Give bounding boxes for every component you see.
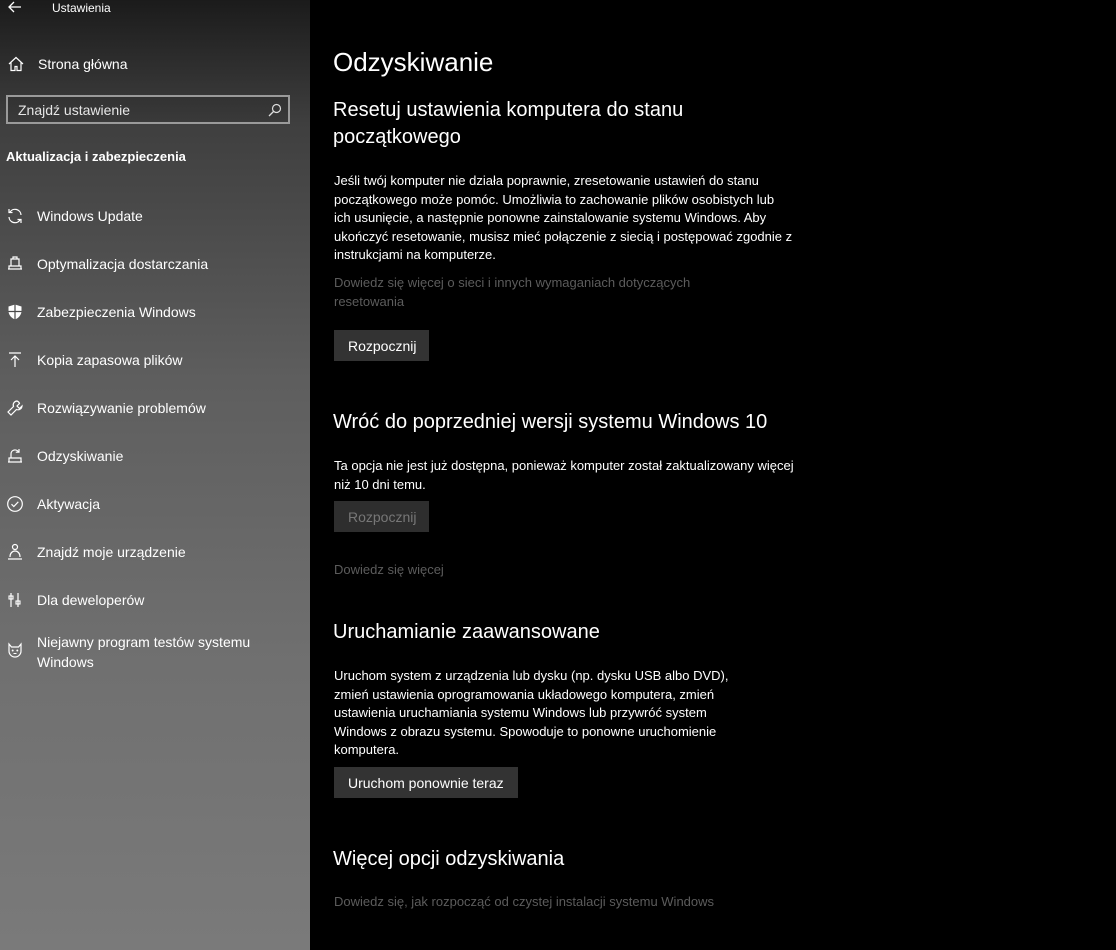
search-input[interactable] [18, 101, 258, 119]
reset-heading: Resetuj ustawienia komputera do stanu początkowego [333, 99, 684, 148]
backup-arrow-icon [6, 351, 24, 369]
advanced-startup-description: Uruchom system z urządzenia lub dysku (np. dysku USB albo DVD), zmień ustawienia oprogramowania układowego komputera, zmień ustawienia uruchamiania systemu Windows lub przywróć system Windows z obrazu systemu. Spowoduje to ponowne uruchomienie komputera. [334, 668, 729, 757]
person-locate-icon [6, 543, 24, 561]
section-header: Aktualizacja i zabezpieczenia [6, 149, 186, 164]
more-recovery-heading: Więcej opcji odzyskiwania [333, 848, 565, 870]
search-icon[interactable] [268, 103, 282, 117]
sidebar-item-backup[interactable] [0, 338, 310, 382]
main-content [310, 0, 1116, 950]
wrench-icon [6, 399, 24, 417]
recovery-icon [6, 447, 24, 465]
title-bar [0, 0, 310, 18]
sidebar-item-for-developers[interactable] [0, 578, 310, 622]
developer-icon [6, 591, 24, 609]
rollback-learn-more-link[interactable]: Dowiedz się więcej [334, 562, 444, 577]
insider-cat-icon [6, 641, 24, 659]
rollback-description: Ta opcja nie jest już dostępna, ponieważ komputer został zaktualizowany więcej niż 10 dni temu. [334, 458, 794, 492]
sidebar-item-label: Kopia zapasowa plików [37, 352, 183, 368]
sidebar-item-troubleshoot[interactable] [0, 386, 310, 430]
back-arrow-icon[interactable] [6, 0, 24, 16]
sidebar-item-label: Niejawny program testów systemu Windows [37, 634, 251, 670]
rollback-start-button[interactable]: Rozpocznij [334, 501, 429, 532]
sidebar-item-windows-security[interactable] [0, 290, 310, 334]
home-label: Strona główna [38, 56, 128, 72]
sidebar-item-insider-program[interactable] [0, 624, 310, 668]
clean-install-link[interactable]: Dowiedz się, jak rozpocząć od czystej instalacji systemu Windows [334, 894, 715, 909]
sidebar-item-delivery-optimization[interactable] [0, 242, 310, 286]
home-icon [7, 55, 25, 73]
home-link[interactable] [0, 50, 310, 78]
sidebar-item-activation[interactable] [0, 482, 310, 526]
sidebar-item-label: Aktywacja [37, 496, 101, 512]
sidebar-item-label: Optymalizacja dostarczania [37, 256, 209, 272]
rollback-heading: Wróć do poprzedniej wersji systemu Windows 10 [333, 411, 768, 433]
sidebar-item-label: Zabezpieczenia Windows [37, 304, 196, 320]
sync-icon [6, 207, 24, 225]
reset-learn-more-link[interactable]: Dowiedz się więcej o sieci i innych wymaganiach dotyczących resetowania [334, 275, 691, 309]
advanced-startup-heading: Uruchamianie zaawansowane [333, 621, 600, 643]
reset-start-button[interactable]: Rozpocznij [334, 330, 429, 361]
delivery-icon [6, 255, 24, 273]
sidebar-item-label: Dla deweloperów [37, 592, 145, 608]
sidebar-item-label: Windows Update [37, 208, 143, 224]
sidebar-item-windows-update[interactable] [0, 194, 310, 238]
app-title: Ustawienia [52, 1, 111, 15]
search-field[interactable] [6, 95, 290, 124]
sidebar-item-label: Znajdź moje urządzenie [37, 544, 186, 560]
sidebar-item-label: Odzyskiwanie [37, 448, 124, 464]
sidebar [0, 0, 310, 950]
sidebar-item-label: Rozwiązywanie problemów [37, 400, 206, 416]
sidebar-item-find-my-device[interactable] [0, 530, 310, 574]
sidebar-item-recovery[interactable] [0, 434, 310, 478]
check-circle-icon [6, 495, 24, 513]
reset-description: Jeśli twój komputer nie działa poprawnie, zresetowanie ustawień do stanu początkowego może pomóc. Umożliwia to zachowanie plików osobistych lub ich usunięcie, a następnie ponowne zainstalowanie systemu Windows. Aby ukończyć resetowanie, musisz mieć połączenie z siecią i postępować zgodnie z instrukcjami na komputerze. [334, 173, 793, 262]
restart-now-button[interactable]: Uruchom ponownie teraz [334, 767, 518, 798]
page-title: Odzyskiwanie [333, 47, 494, 77]
shield-icon [6, 303, 24, 321]
